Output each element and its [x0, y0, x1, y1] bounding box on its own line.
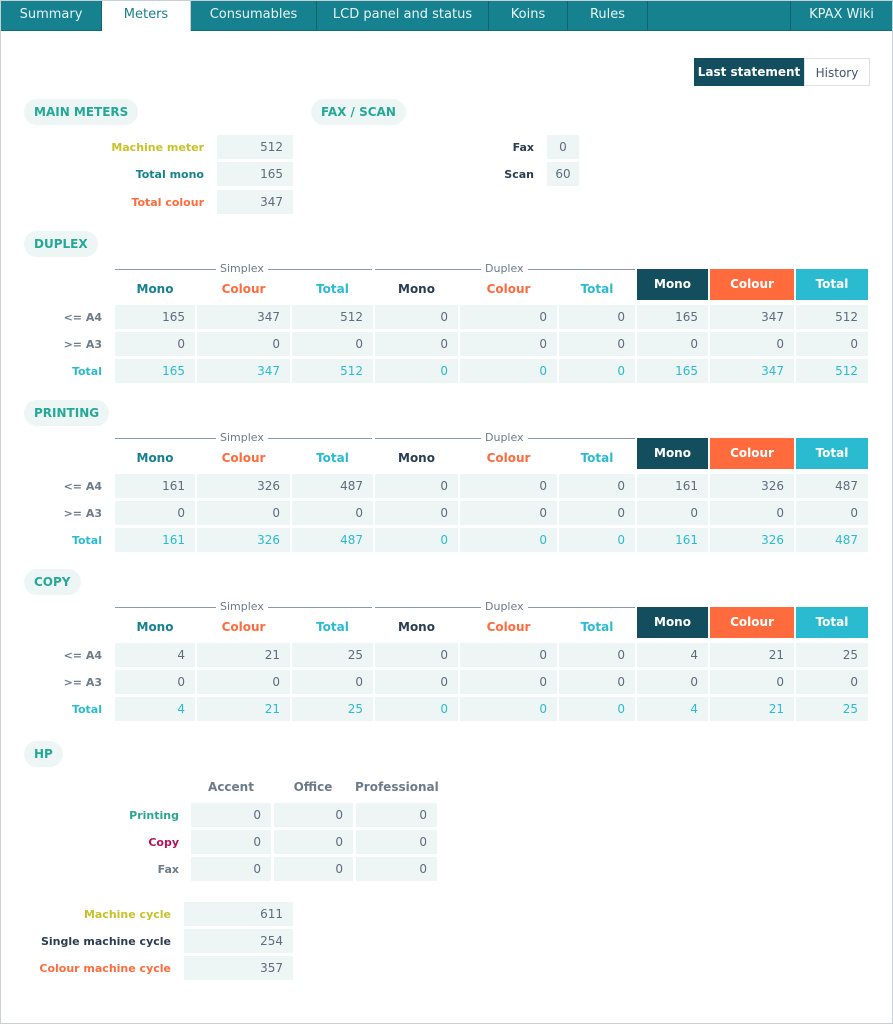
- copy-row-label-2: Total: [71, 703, 102, 716]
- copy-hdr-4: Colour: [486, 620, 531, 634]
- printing-hdr-box-0: Mono: [637, 438, 708, 469]
- printing-cell-1-1: 0: [197, 501, 290, 525]
- copy-cell-0-1: 21: [197, 643, 290, 667]
- copy-hdr-5: Total: [580, 620, 614, 634]
- hp-col-professional: Professional: [355, 780, 439, 794]
- printing-cell-0-0: 161: [115, 474, 195, 498]
- copy-cell-2-2: 25: [292, 697, 373, 721]
- duplex-row-label-2: Total: [71, 365, 102, 378]
- duplex-hdr-box-0: Mono: [637, 269, 708, 300]
- duplex-cell-1-4: 0: [460, 332, 557, 356]
- printing-cell-2-2: 487: [292, 528, 373, 552]
- duplex-duplex-label: Duplex: [481, 262, 528, 275]
- copy-cell-2-5: 0: [559, 697, 635, 721]
- printing-hdr-0: Mono: [136, 451, 174, 465]
- printing-cell-1-5: 0: [559, 501, 635, 525]
- duplex-cell-0-8: 512: [796, 305, 868, 329]
- hp-copy-office: 0: [274, 830, 353, 854]
- copy-cell-0-7: 21: [710, 643, 794, 667]
- duplex-cell-1-2: 0: [292, 332, 373, 356]
- copy-row-label-1: >= A3: [63, 676, 102, 689]
- copy-cell-1-4: 0: [460, 670, 557, 694]
- printing-row-label-0: <= A4: [63, 480, 102, 493]
- duplex-row-label-0: <= A4: [63, 311, 102, 324]
- duplex-cell-0-7: 347: [710, 305, 794, 329]
- printing-cell-1-8: 0: [796, 501, 868, 525]
- copy-cell-2-1: 21: [197, 697, 290, 721]
- single-machine-cycle-label: Single machine cycle: [40, 935, 171, 948]
- duplex-cell-0-2: 512: [292, 305, 373, 329]
- printing-hdr-2: Total: [316, 451, 349, 465]
- tab-bar: [1, 1, 892, 31]
- copy-cell-1-3: 0: [375, 670, 458, 694]
- duplex-cell-2-2: 512: [292, 359, 373, 383]
- fax-scan-title: FAX / SCAN: [311, 99, 406, 125]
- printing-cell-2-0: 161: [115, 528, 195, 552]
- fax-label: Fax: [512, 141, 534, 154]
- duplex-cell-0-3: 0: [375, 305, 458, 329]
- copy-cell-2-8: 25: [796, 697, 868, 721]
- hp-col-accent: Accent: [208, 780, 254, 794]
- tab-lcd-panel[interactable]: LCD panel and status: [317, 1, 489, 30]
- printing-cell-1-0: 0: [115, 501, 195, 525]
- copy-hdr-box-0: Mono: [637, 607, 708, 638]
- copy-cell-2-7: 21: [710, 697, 794, 721]
- tab-rules[interactable]: Rules: [568, 1, 648, 30]
- copy-cell-2-3: 0: [375, 697, 458, 721]
- printing-cell-1-6: 0: [637, 501, 708, 525]
- copy-row-label-0: <= A4: [63, 649, 102, 662]
- duplex-cell-2-8: 512: [796, 359, 868, 383]
- printing-hdr-1: Colour: [221, 451, 266, 465]
- hp-copy-label: Copy: [148, 836, 179, 849]
- printing-row-label-1: >= A3: [63, 507, 102, 520]
- scan-label: Scan: [504, 168, 534, 181]
- copy-hdr-box-1: Colour: [710, 607, 794, 638]
- printing-cell-0-3: 0: [375, 474, 458, 498]
- copy-cell-0-4: 0: [460, 643, 557, 667]
- duplex-cell-1-5: 0: [559, 332, 635, 356]
- copy-title: COPY: [24, 569, 81, 595]
- copy-cell-1-7: 0: [710, 670, 794, 694]
- machine-meter-label: Machine meter: [111, 141, 204, 154]
- printing-cell-1-3: 0: [375, 501, 458, 525]
- copy-duplex-label: Duplex: [481, 600, 528, 613]
- copy-cell-0-3: 0: [375, 643, 458, 667]
- duplex-hdr-box-2: Total: [796, 269, 868, 300]
- printing-duplex-label: Duplex: [481, 431, 528, 444]
- printing-hdr-5: Total: [580, 451, 614, 465]
- duplex-cell-1-1: 0: [197, 332, 290, 356]
- hp-copy-accent: 0: [191, 830, 271, 854]
- duplex-cell-2-0: 165: [115, 359, 195, 383]
- duplex-hdr-1: Colour: [221, 282, 266, 296]
- printing-row-label-2: Total: [71, 534, 102, 547]
- printing-cell-0-7: 326: [710, 474, 794, 498]
- copy-cell-1-1: 0: [197, 670, 290, 694]
- printing-cell-0-5: 0: [559, 474, 635, 498]
- printing-cell-0-2: 487: [292, 474, 373, 498]
- printing-cell-2-8: 487: [796, 528, 868, 552]
- printing-cell-0-4: 0: [460, 474, 557, 498]
- tab-kpax-wiki[interactable]: KPAX Wiki: [790, 1, 892, 30]
- fax-value: 0: [547, 135, 579, 159]
- duplex-cell-1-3: 0: [375, 332, 458, 356]
- copy-cell-2-4: 0: [460, 697, 557, 721]
- copy-simplex-label: Simplex: [216, 600, 268, 613]
- hp-printing-professional: 0: [356, 803, 437, 827]
- duplex-cell-0-0: 165: [115, 305, 195, 329]
- tab-koins[interactable]: Koins: [489, 1, 568, 30]
- printing-hdr-box-2: Total: [796, 438, 868, 469]
- duplex-cell-2-1: 347: [197, 359, 290, 383]
- total-colour-label: Total colour: [131, 196, 204, 209]
- duplex-cell-1-7: 0: [710, 332, 794, 356]
- copy-hdr-3: Mono: [398, 620, 435, 634]
- duplex-cell-0-6: 165: [637, 305, 708, 329]
- duplex-cell-1-8: 0: [796, 332, 868, 356]
- colour-machine-cycle-value: 357: [184, 956, 293, 980]
- printing-hdr-4: Colour: [486, 451, 531, 465]
- printing-cell-2-3: 0: [375, 528, 458, 552]
- copy-hdr-2: Total: [316, 620, 349, 634]
- main-meters-title: MAIN METERS: [24, 99, 138, 125]
- hp-fax-professional: 0: [356, 857, 437, 881]
- duplex-hdr-box-1: Colour: [710, 269, 794, 300]
- printing-cell-1-7: 0: [710, 501, 794, 525]
- machine-meter-value: 512: [217, 135, 293, 159]
- copy-cell-0-8: 25: [796, 643, 868, 667]
- hp-fax-office: 0: [274, 857, 353, 881]
- duplex-cell-0-1: 347: [197, 305, 290, 329]
- printing-cell-2-4: 0: [460, 528, 557, 552]
- printing-cell-1-2: 0: [292, 501, 373, 525]
- printing-cell-0-8: 487: [796, 474, 868, 498]
- hp-fax-label: Fax: [157, 863, 179, 876]
- copy-cell-2-6: 4: [637, 697, 708, 721]
- duplex-hdr-0: Mono: [136, 282, 174, 296]
- hp-fax-accent: 0: [191, 857, 271, 881]
- hp-printing-office: 0: [274, 803, 353, 827]
- printing-title: PRINTING: [24, 400, 109, 426]
- duplex-cell-2-6: 165: [637, 359, 708, 383]
- hp-printing-accent: 0: [191, 803, 271, 827]
- printing-cell-2-5: 0: [559, 528, 635, 552]
- copy-cell-1-6: 0: [637, 670, 708, 694]
- single-machine-cycle-value: 254: [184, 929, 293, 953]
- total-mono-value: 165: [217, 162, 293, 186]
- tab-meters[interactable]: Meters: [102, 1, 191, 31]
- duplex-hdr-5: Total: [580, 282, 614, 296]
- copy-hdr-box-2: Total: [796, 607, 868, 638]
- copy-hdr-0: Mono: [136, 620, 174, 634]
- printing-cell-2-6: 161: [637, 528, 708, 552]
- duplex-row-label-1: >= A3: [63, 338, 102, 351]
- copy-cell-1-2: 0: [292, 670, 373, 694]
- printing-cell-2-7: 326: [710, 528, 794, 552]
- total-mono-label: Total mono: [135, 168, 204, 181]
- last-statement-button[interactable]: Last statement: [694, 58, 804, 86]
- copy-cell-0-2: 25: [292, 643, 373, 667]
- duplex-hdr-2: Total: [316, 282, 349, 296]
- duplex-cell-0-4: 0: [460, 305, 557, 329]
- duplex-title: DUPLEX: [24, 231, 98, 257]
- duplex-cell-2-7: 347: [710, 359, 794, 383]
- duplex-hdr-3: Mono: [398, 282, 435, 296]
- copy-cell-1-0: 0: [115, 670, 195, 694]
- machine-cycle-value: 611: [184, 902, 293, 926]
- copy-cell-1-8: 0: [796, 670, 868, 694]
- copy-cell-0-0: 4: [115, 643, 195, 667]
- duplex-cell-2-5: 0: [559, 359, 635, 383]
- duplex-simplex-label: Simplex: [216, 262, 268, 275]
- printing-cell-1-4: 0: [460, 501, 557, 525]
- tab-consumables[interactable]: Consumables: [191, 1, 317, 30]
- copy-cell-2-0: 4: [115, 697, 195, 721]
- duplex-cell-1-0: 0: [115, 332, 195, 356]
- printing-hdr-3: Mono: [398, 451, 435, 465]
- duplex-cell-2-3: 0: [375, 359, 458, 383]
- copy-cell-1-5: 0: [559, 670, 635, 694]
- total-colour-value: 347: [217, 190, 293, 214]
- duplex-cell-1-6: 0: [637, 332, 708, 356]
- printing-simplex-label: Simplex: [216, 431, 268, 444]
- machine-cycle-label: Machine cycle: [83, 908, 171, 921]
- colour-machine-cycle-label: Colour machine cycle: [39, 962, 171, 975]
- printing-cell-0-1: 326: [197, 474, 290, 498]
- duplex-cell-0-5: 0: [559, 305, 635, 329]
- printing-cell-2-1: 326: [197, 528, 290, 552]
- copy-cell-0-6: 4: [637, 643, 708, 667]
- hp-printing-label: Printing: [129, 809, 179, 822]
- history-button[interactable]: History: [804, 58, 870, 86]
- printing-cell-0-6: 161: [637, 474, 708, 498]
- scan-value: 60: [547, 162, 579, 186]
- printing-hdr-box-1: Colour: [710, 438, 794, 469]
- copy-cell-0-5: 0: [559, 643, 635, 667]
- tab-summary[interactable]: Summary: [1, 1, 102, 30]
- duplex-cell-2-4: 0: [460, 359, 557, 383]
- hp-col-office: Office: [293, 780, 333, 794]
- copy-hdr-1: Colour: [221, 620, 266, 634]
- hp-copy-professional: 0: [356, 830, 437, 854]
- duplex-hdr-4: Colour: [486, 282, 531, 296]
- hp-title: HP: [24, 741, 63, 767]
